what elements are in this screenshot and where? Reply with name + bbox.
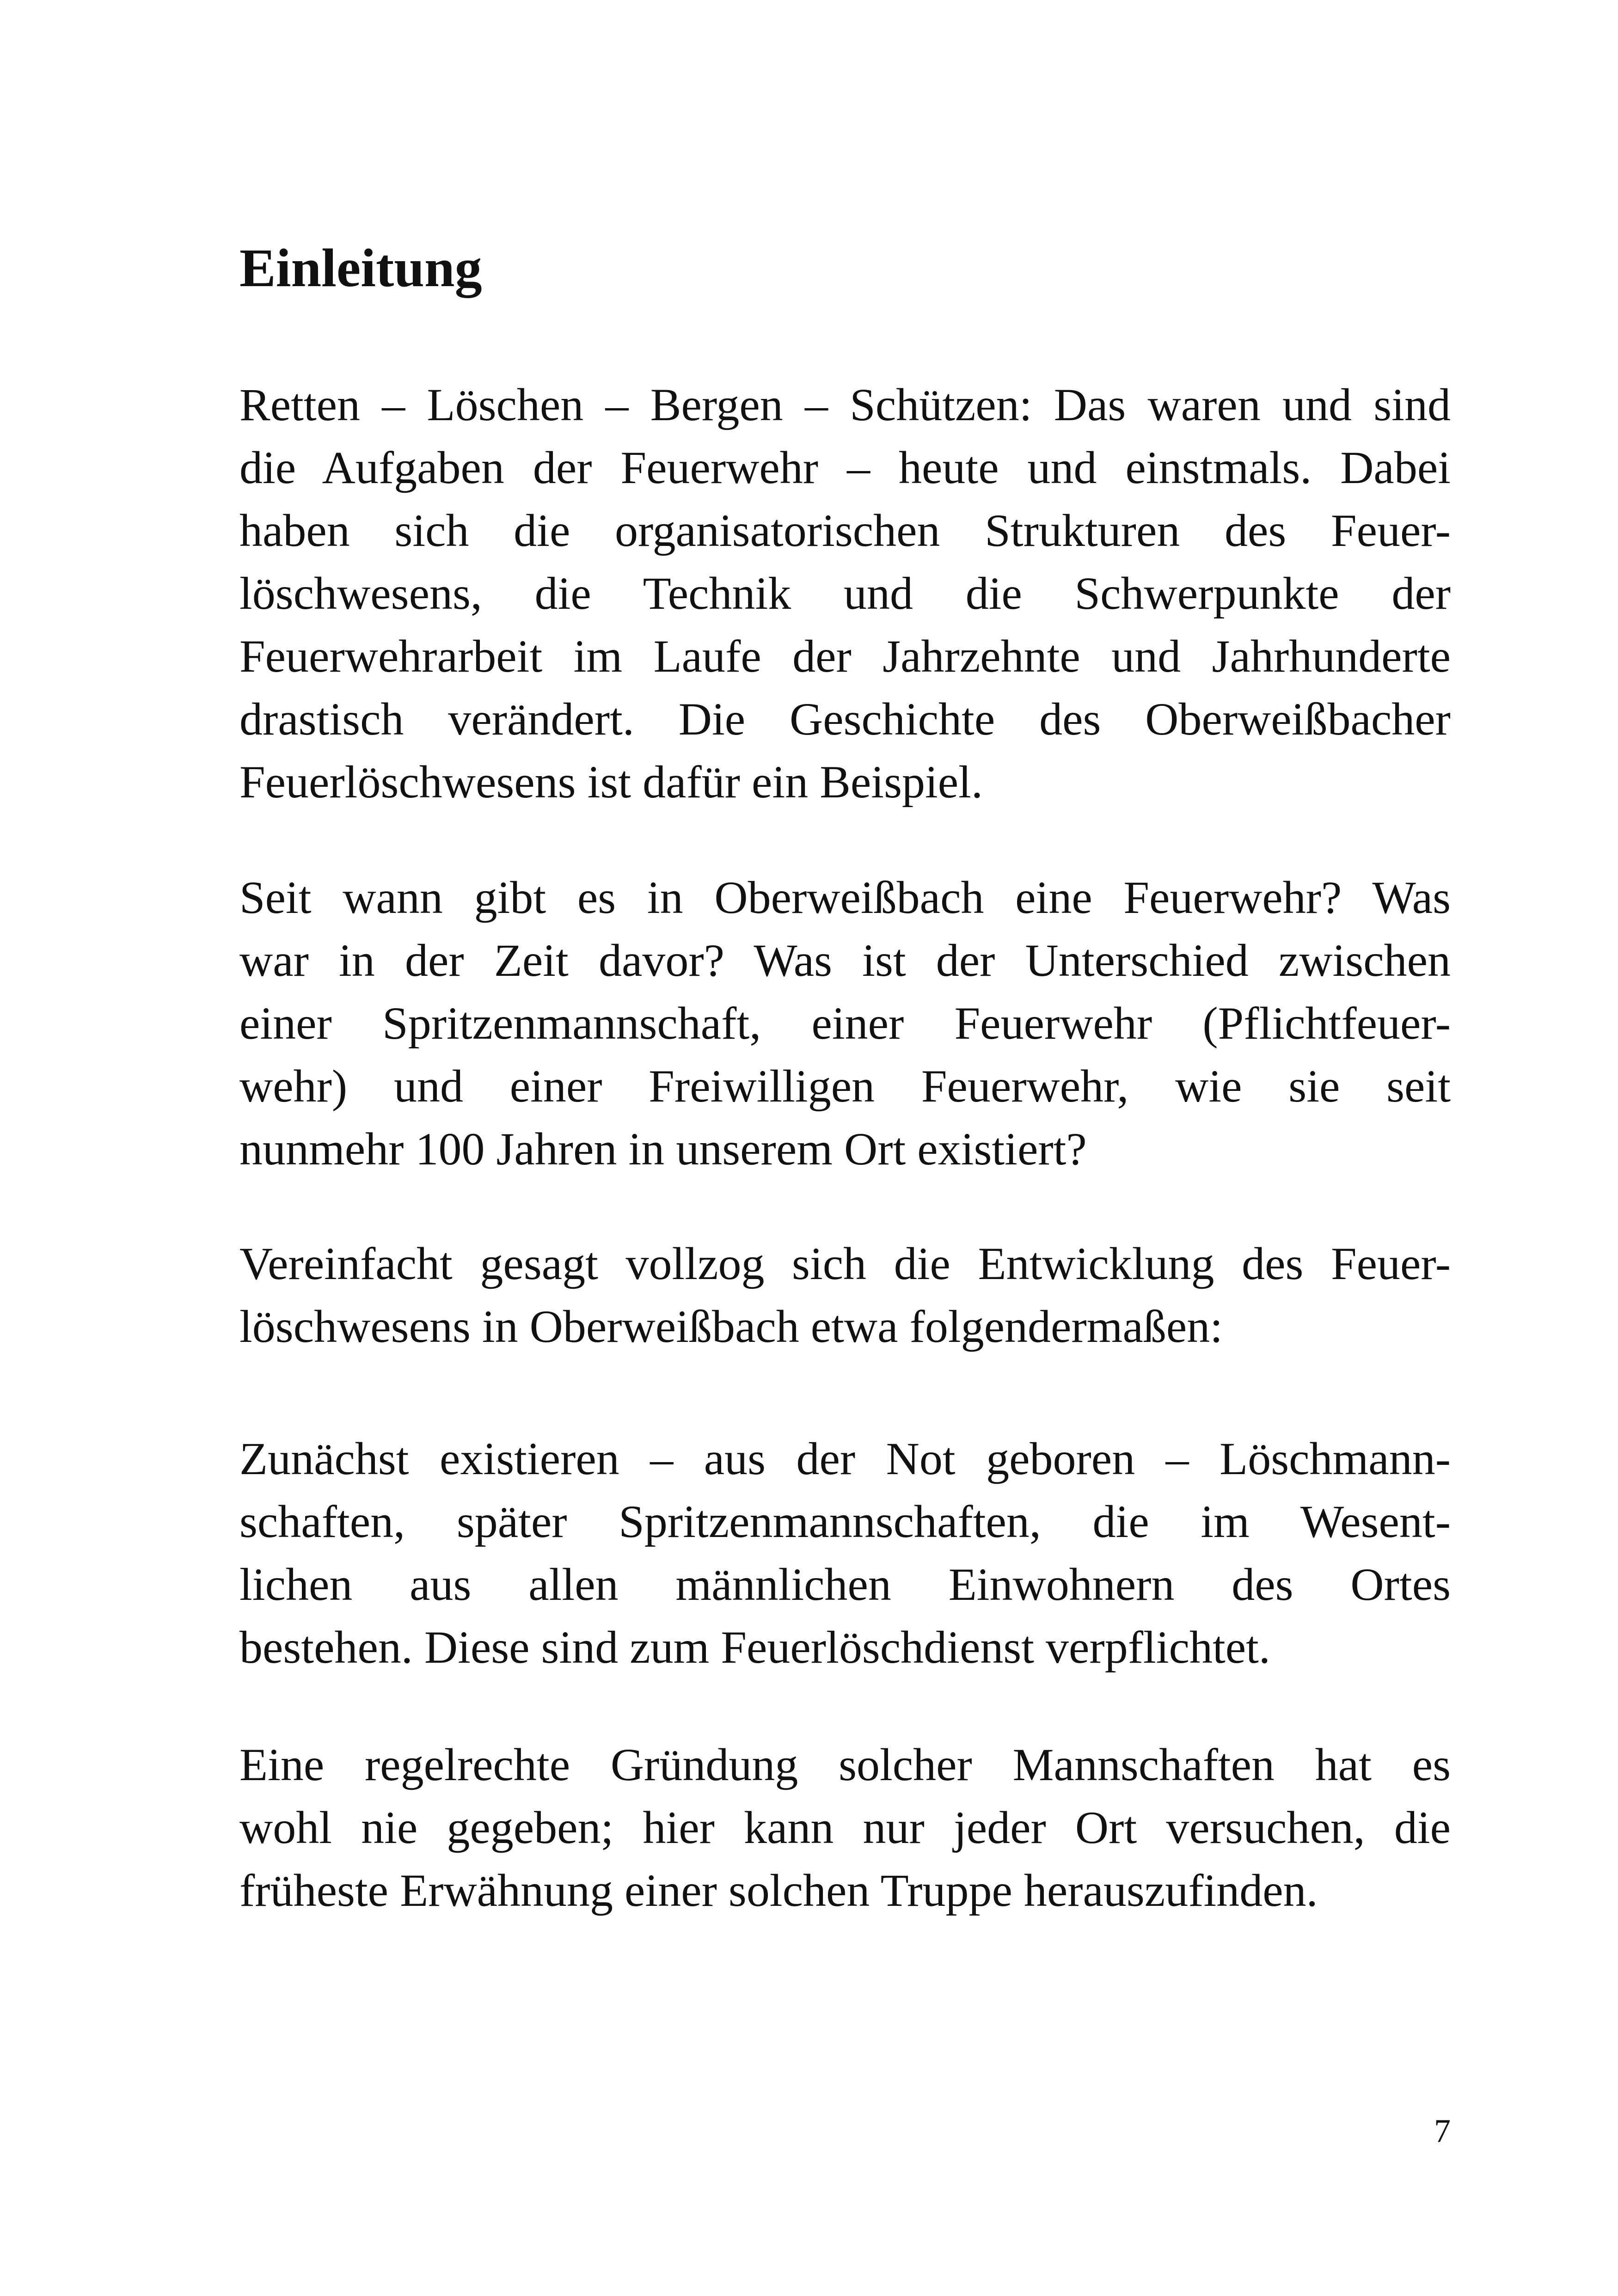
paragraph-1 <box>239 373 1451 814</box>
text-line: nunmehr 100 Jahren in unserem Ort existiert? <box>239 1123 1087 1175</box>
text-line: Retten – Löschen – Bergen – Schützen: Das waren und sind <box>239 379 1451 430</box>
text-line: die Aufgaben der Feuerwehr – heute und einstmals. Dabei <box>239 442 1451 493</box>
text-line: Seit wann gibt es in Oberweißbach eine Feuerwehr? Was <box>239 872 1451 923</box>
text-line: löschwesens, die Technik und die Schwerpunkte der <box>239 568 1451 619</box>
text-line: wehr) und einer Freiwilligen Feuerwehr, wie sie seit <box>239 1060 1451 1112</box>
text-line: drastisch verändert. Die Geschichte des Oberweißbacher <box>239 693 1451 745</box>
text-line: Zunächst existieren – aus der Not geboren – Löschmann- <box>239 1433 1451 1484</box>
text-line: bestehen. Diese sind zum Feuerlöschdienst verpflichtet. <box>239 1622 1270 1673</box>
text-line: lichen aus allen männlichen Einwohnern des Ortes <box>239 1559 1451 1610</box>
paragraph-5 <box>239 1733 1451 1922</box>
text-line: Eine regelrechte Gründung solcher Mannschaften hat es <box>239 1739 1451 1790</box>
text-line: war in der Zeit davor? Was ist der Unterschied zwischen <box>239 935 1451 986</box>
text-line: einer Spritzenmannschaft, einer Feuerwehr (Pflichtfeuer- <box>239 998 1451 1049</box>
text-line: schaften, später Spritzenmannschaften, die im Wesent- <box>239 1496 1451 1547</box>
paragraph-2 <box>239 866 1451 1181</box>
text-line: Feuerwehrarbeit im Laufe der Jahrzehnte und Jahrhunderte <box>239 631 1451 682</box>
text-line: haben sich die organisatorischen Strukturen des Feuer- <box>239 505 1451 556</box>
text-line: früheste Erwähnung einer solchen Truppe herauszufinden. <box>239 1865 1318 1916</box>
page-number: 7 <box>1434 2112 1451 2149</box>
page-title: Einleitung <box>239 238 482 298</box>
text-line: Vereinfacht gesagt vollzog sich die Entwicklung des Feuer- <box>239 1238 1451 1289</box>
text-line: löschwesens in Oberweißbach etwa folgendermaßen: <box>239 1301 1223 1352</box>
paragraph-4 <box>239 1427 1451 1679</box>
text-line: Feuerlöschwesens ist dafür ein Beispiel. <box>239 756 983 808</box>
paragraph-3 <box>239 1232 1451 1358</box>
text-line: wohl nie gegeben; hier kann nur jeder Ort versuchen, die <box>239 1802 1451 1853</box>
